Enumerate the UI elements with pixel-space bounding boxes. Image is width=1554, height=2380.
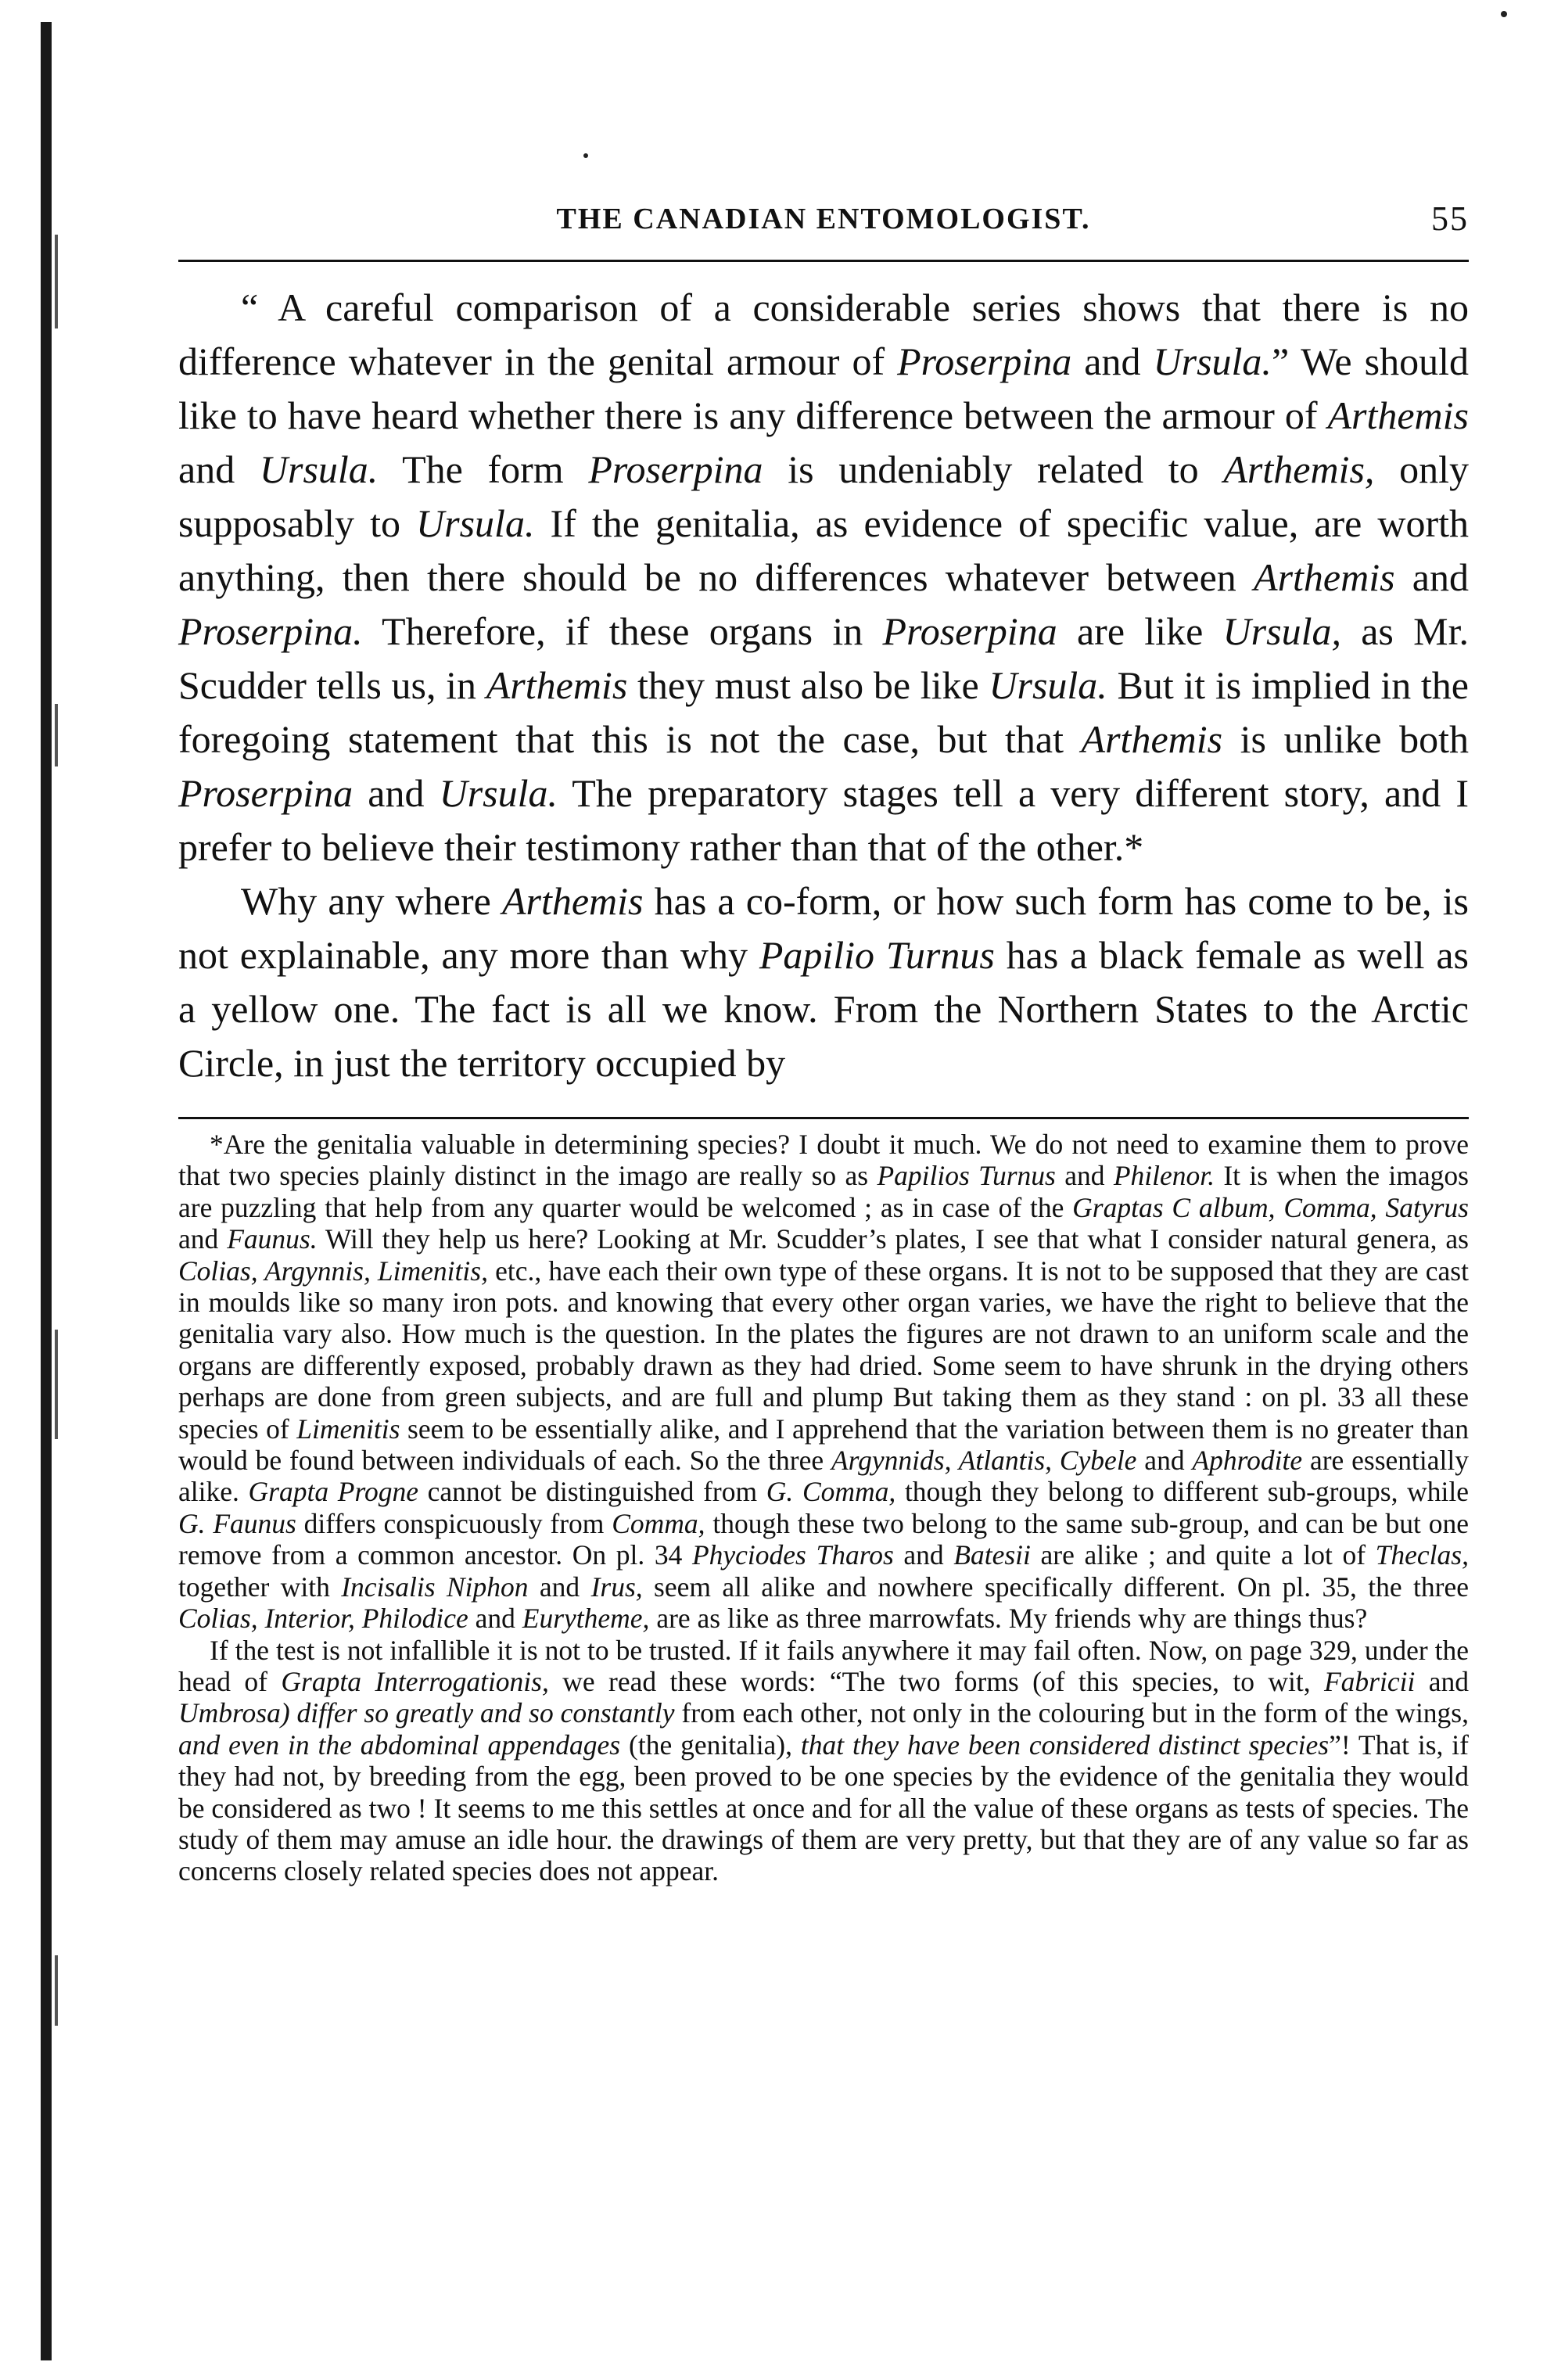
italic-text: Ursula. [1153, 339, 1272, 383]
italic-text: Grapta Progne [248, 1476, 418, 1508]
text-run: and [528, 1571, 591, 1603]
italic-text: Irus, [590, 1571, 643, 1603]
italic-text: G. Comma, [766, 1476, 896, 1508]
stray-mark [1501, 11, 1507, 17]
text-run: are like [1057, 609, 1223, 653]
running-title: THE CANADIAN ENTOMOLOGIST. [556, 203, 1091, 235]
italic-text: Ursula. [439, 771, 558, 815]
text-run: are essentially alike. [178, 1445, 1470, 1508]
italic-text: and even in the abdominal appendages [178, 1728, 621, 1761]
text-run: has a co-form, or how such form has come to be, is not explainable, any more than why [178, 879, 1470, 977]
italic-text: Ursula. [989, 663, 1107, 707]
text-run: It is when the imagos are puzzling that help from any quarter would be welcomed ; as in case of the [178, 1160, 1469, 1223]
italic-text: Arthemis, [1223, 447, 1375, 491]
italic-text: Proserpina [178, 771, 354, 815]
text-run: is undeniably related to [763, 447, 1224, 491]
italic-text: Incisalis Niphon [341, 1571, 529, 1603]
text-run: ” We should like to have heard whether there is any difference between the armour of [178, 339, 1469, 437]
italic-text: Arthemis [486, 663, 628, 707]
italic-text: Eurytheme, [522, 1603, 650, 1635]
italic-text: Ursula, [1222, 609, 1341, 653]
binding-edge [41, 22, 52, 2360]
binding-speck [55, 1955, 58, 2026]
italic-text: Colias, Interior, Philodice [178, 1603, 468, 1635]
stray-mark [583, 153, 588, 158]
text-run: and [893, 1539, 954, 1571]
binding-speck [55, 1330, 58, 1439]
italic-text: Phyciodes Tharos [691, 1539, 894, 1571]
body-paragraph [178, 281, 1469, 874]
text-run: etc., have each their own type of these organs. It is not to be supposed that they are cast in moulds like so many iron pots. and knowing that every other organ varies, we have the right to believe that the genitalia vary also. How much is the question. In the plates the figures are not drawn to an uniform scale and the organs are differently exposed, probably drawn as they had dried. Some seem to have shrunk in the drying others perhaps are done from green subjects, and are full and plump But taking them as they stand : on pl. 33 all these species of [178, 1255, 1469, 1445]
text-run: and [1394, 555, 1469, 599]
italic-text: Arthemis [1327, 393, 1469, 437]
text-run: and [468, 1603, 522, 1635]
page-number: 55 [1431, 199, 1469, 238]
text-run: has a black female as well as a yellow one. The fact is all we know. From the Northern States to the Arctic Circle, in just the territory occupied by [178, 933, 1469, 1085]
footnote-rule [178, 1117, 1469, 1119]
italic-text: Proserpina [588, 447, 763, 491]
italic-text: Proserpina. [178, 609, 363, 653]
italic-text: Faunus. [227, 1223, 318, 1255]
italic-text: Umbrosa) differ so greatly and so constantly [178, 1697, 675, 1729]
italic-text: Arthemis [501, 879, 644, 923]
italic-text: Papilio Turnus [759, 933, 995, 977]
text-run: *Are the genitalia valuable in determining species? I doubt it much. We do not need to examine them to prove that two species plainly distinct in the imago are really so as [178, 1129, 1469, 1192]
italic-text: Limenitis [296, 1413, 400, 1445]
text-run: is unlike both [1222, 717, 1469, 761]
italic-text: that they have been considered distinct species [800, 1728, 1330, 1761]
text-run: Therefore, if these organs in [362, 609, 883, 653]
text-run: cannot be distinguished from [418, 1476, 766, 1508]
text-run: seem to be essentially alike, and I apprehend that the variation between them is no greater than would be found between individuals of each. So the three [178, 1413, 1469, 1477]
footnote-paragraph [178, 1129, 1469, 1635]
text-run: Will they help us here? Looking at Mr. Scudder’s plates, I see that what I consider natural genera, as [317, 1223, 1469, 1255]
header-rule [178, 260, 1469, 262]
text-run: The form [378, 447, 589, 491]
binding-speck [55, 704, 58, 766]
text-run: and [1071, 339, 1154, 383]
text-run: and [178, 1223, 228, 1255]
text-run: are as like as three marrowfats. My friends why are things thus? [649, 1603, 1368, 1635]
text-run: only supposably to [178, 447, 1469, 545]
italic-text: Comma, [612, 1507, 705, 1539]
text-run: “ A careful comparison of a considerable series shows that there is no difference whatever in the genital armour of [178, 285, 1469, 383]
italic-text: Proserpina [897, 339, 1072, 383]
italic-text: Arthemis [1081, 717, 1223, 761]
text-run: and [353, 771, 440, 815]
text-run: If the test is not infallible it is not to be trusted. If it fails anywhere it may fail often. Now, on page 329, under the head of [178, 1634, 1469, 1697]
page [178, 196, 1469, 1887]
italic-text: Batesii [953, 1539, 1031, 1571]
text-run: If the genitalia, as evidence of specific value, are worth anything, then there should be no differences whatever between [178, 501, 1469, 599]
italic-text: Argynnids, Atlantis, Cybele [831, 1445, 1137, 1477]
text-run: as Mr. Scudder tells us, in [178, 609, 1470, 707]
italic-text: Papilios Turnus [877, 1160, 1056, 1192]
text-run: differs conspicuously from [296, 1507, 612, 1539]
text-run: though these two belong to the same sub-group, and can be but one remove from a common ancestor. On pl. 34 [178, 1507, 1469, 1571]
text-run: and [1055, 1160, 1114, 1192]
text-run: (the genitalia), [620, 1728, 801, 1761]
italic-text: Proserpina [882, 609, 1057, 653]
body-paragraph [178, 874, 1469, 1090]
text-run: they must also be like [627, 663, 989, 707]
italic-text: G. Faunus [178, 1507, 296, 1539]
body-text [178, 281, 1469, 1090]
footnote-paragraph [178, 1635, 1469, 1887]
text-run: The preparatory stages tell a very different story, and I prefer to believe their testimony rather than that of the other.* [178, 771, 1469, 869]
italic-text: Grapta Interrogationis, [281, 1665, 549, 1697]
italic-text: Ursula. [416, 501, 535, 545]
italic-text: Philenor. [1113, 1160, 1215, 1192]
text-run: from each other, not only in the colouring but in the form of the wings, [674, 1697, 1469, 1729]
text-run: are alike ; and quite a lot of [1030, 1539, 1376, 1571]
footnote [178, 1129, 1469, 1887]
italic-text: Fabricii [1323, 1665, 1416, 1697]
binding-speck [55, 235, 58, 328]
italic-text: Theclas, [1375, 1539, 1469, 1571]
italic-text: Arthemis [1254, 555, 1395, 599]
italic-text: Ursula. [259, 447, 379, 491]
text-run: and [1415, 1665, 1469, 1697]
italic-text: Aphrodite [1192, 1445, 1303, 1477]
text-run: together with [178, 1571, 342, 1603]
text-run: though they belong to different sub-groups, while [895, 1476, 1469, 1508]
running-head [178, 196, 1469, 242]
text-run: But it is implied in the foregoing statement that this is not the case, but that [178, 663, 1469, 761]
text-run: Why any where [241, 879, 502, 923]
text-run: and [1136, 1445, 1193, 1477]
italic-text: Colias, Argynnis, Limenitis, [178, 1255, 488, 1287]
text-run: and [178, 447, 260, 491]
text-run: ”! That is, if they had not, by breeding from the egg, been proved to be one species by the evidence of the genitalia they would be considered as two ! It seems to me this settles at once and for all the value of these organs as tests of species. The study of them may amuse an idle hour. the drawings of them are very pretty, but that they are of any value so far as concerns closely related species does not appear. [178, 1728, 1469, 1887]
text-run: we read these words: “The two forms (of this species, to wit, [548, 1665, 1324, 1697]
italic-text: Graptas C album, Comma, Satyrus [1072, 1191, 1469, 1223]
text-run: seem all alike and nowhere specifically different. On pl. 35, the three [642, 1571, 1469, 1603]
